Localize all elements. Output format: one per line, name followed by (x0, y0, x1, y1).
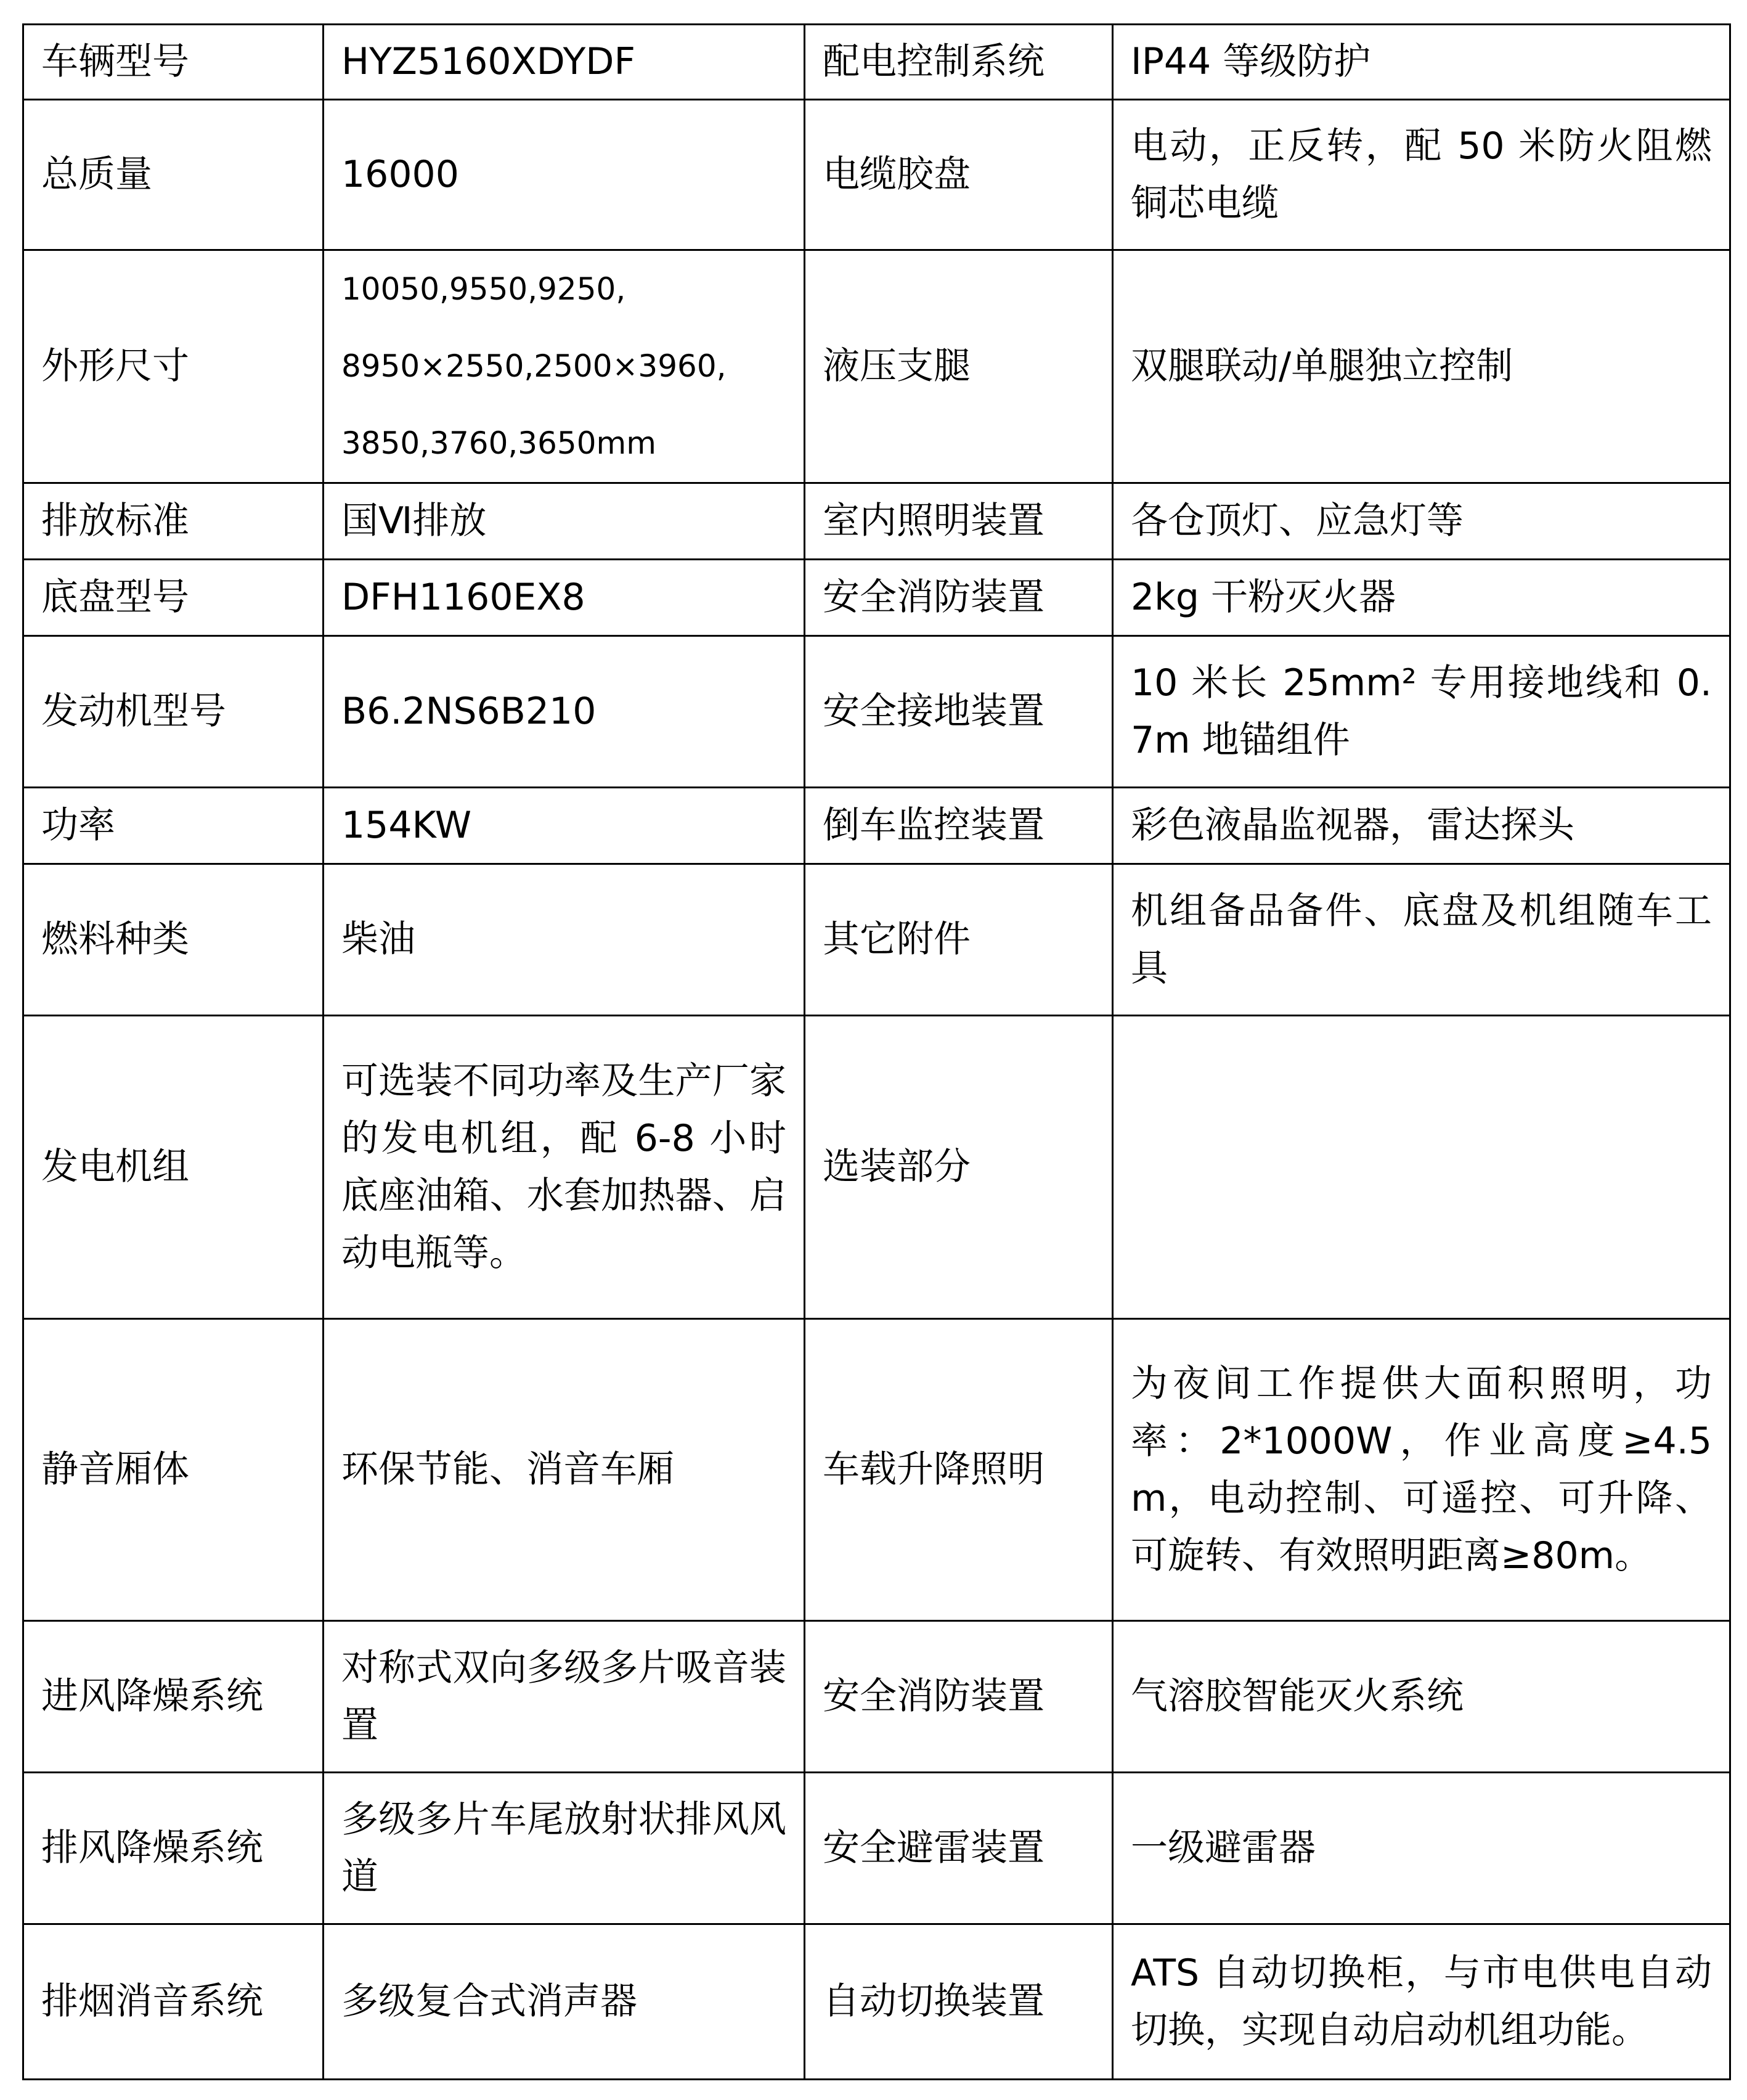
row-label-cell (23, 1924, 324, 2080)
other-accessories-label: 其它附件 (823, 918, 971, 961)
row-value-cell (1113, 250, 1730, 483)
fire-safety-value: 2kg 干粉灭火器 (1131, 576, 1396, 619)
row-label-cell (23, 100, 324, 250)
distribution-control-label: 配电控制系统 (823, 40, 1045, 83)
cable-reel-value: 电动，正反转，配 50 米防火阻燃铜芯电缆 (1131, 124, 1712, 225)
grounding-device-label: 安全接地装置 (823, 690, 1045, 733)
emission-standard-value: 国Ⅵ排放 (341, 499, 487, 542)
row-label-cell (23, 1773, 324, 1924)
chassis-model-label: 底盘型号 (41, 576, 189, 619)
row-label-cell (23, 788, 324, 864)
grounding-device-value: 10 米长 25mm² 专用接地线和 0.7m 地锚组件 (1131, 661, 1712, 762)
row-label-cell (23, 250, 324, 483)
row-value-cell (1113, 1773, 1730, 1924)
table-row (23, 788, 1730, 864)
row-label-cell (23, 864, 324, 1016)
fuel-type-label: 燃料种类 (41, 918, 189, 961)
row-label-cell (805, 1773, 1113, 1924)
row-label-cell (23, 636, 324, 788)
power-label: 功率 (41, 804, 115, 847)
interior-lighting-value: 各仓顶灯、应急灯等 (1131, 499, 1464, 542)
row-label-cell (805, 100, 1113, 250)
table-row (23, 1924, 1730, 2080)
generator-set-label: 发电机组 (41, 1145, 189, 1188)
row-value-cell (1113, 100, 1730, 250)
engine-model-value: B6.2NS6B210 (341, 690, 597, 733)
row-label-cell (805, 864, 1113, 1016)
row-label-cell (23, 1319, 324, 1621)
fire-safety-2-label: 安全消防装置 (823, 1675, 1045, 1718)
lifting-lighting-label: 车载升降照明 (823, 1448, 1045, 1491)
other-accessories-value: 机组备品备件、底盘及机组随车工具 (1131, 889, 1712, 990)
table-row (23, 483, 1730, 560)
row-value-cell (1113, 1016, 1730, 1319)
row-value-cell (1113, 636, 1730, 788)
engine-model-label: 发动机型号 (41, 690, 226, 733)
smoke-silencing-label: 排烟消音系统 (41, 1980, 263, 2023)
vehicle-model-value: HYZ5160XDYDF (341, 40, 635, 83)
generator-set-value: 可选装不同功率及生产厂家的发电机组，配 6-8 小时底座油箱、水套加热器、启动电瓶等。 (341, 1059, 786, 1275)
row-label-cell (805, 1621, 1113, 1773)
row-label-cell (805, 636, 1113, 788)
lightning-protection-value: 一级避雷器 (1131, 1826, 1316, 1869)
interior-lighting-label: 室内照明装置 (823, 499, 1045, 542)
row-label-cell (805, 25, 1113, 100)
row-value-cell (324, 1319, 805, 1621)
hydraulic-outrigger-value: 双腿联动/单腿独立控制 (1131, 345, 1513, 388)
table-row (23, 1319, 1730, 1621)
smoke-silencing-value: 多级复合式消声器 (341, 1980, 637, 2023)
row-label-cell (805, 483, 1113, 560)
row-value-cell (1113, 864, 1730, 1016)
auto-switch-label: 自动切换装置 (823, 1980, 1045, 2023)
table-row (23, 864, 1730, 1016)
table-row (23, 636, 1730, 788)
lightning-protection-label: 安全避雷装置 (823, 1826, 1045, 1869)
row-value-cell (1113, 560, 1730, 636)
row-value-cell (324, 1016, 805, 1319)
lifting-lighting-value: 为夜间工作提供大面积照明，功率：2*1000W，作业高度≥4.5m，电动控制、可遥控、可升降、可旋转、有效照明距离≥80m。 (1131, 1362, 1712, 1577)
row-value-cell (324, 483, 805, 560)
table-row (23, 560, 1730, 636)
dimensions-label: 外形尺寸 (41, 345, 189, 388)
optional-parts-label: 选装部分 (823, 1145, 971, 1188)
row-value-cell (324, 250, 805, 483)
chassis-model-value: DFH1160EX8 (341, 576, 585, 619)
row-value-cell (324, 25, 805, 100)
row-value-cell (1113, 25, 1730, 100)
cable-reel-label: 电缆胶盘 (823, 153, 971, 196)
exhaust-air-label: 排风降燥系统 (41, 1826, 263, 1869)
emission-standard-label: 排放标准 (41, 499, 189, 542)
table-row (23, 1773, 1730, 1924)
row-value-cell (1113, 1924, 1730, 2080)
row-value-cell (1113, 1621, 1730, 1773)
row-label-cell (23, 1621, 324, 1773)
row-label-cell (23, 483, 324, 560)
row-label-cell (805, 250, 1113, 483)
hydraulic-outrigger-label: 液压支腿 (823, 345, 971, 388)
row-label-cell (23, 25, 324, 100)
row-value-cell (1113, 483, 1730, 560)
table-row (23, 100, 1730, 250)
row-value-cell (324, 636, 805, 788)
row-value-cell (324, 1924, 805, 2080)
row-label-cell (805, 1319, 1113, 1621)
reverse-monitor-value: 彩色液晶监视器，雷达探头 (1131, 804, 1574, 847)
reverse-monitor-label: 倒车监控装置 (823, 804, 1045, 847)
vehicle-model-label: 车辆型号 (41, 40, 189, 83)
power-value: 154KW (341, 804, 472, 847)
table-row (23, 25, 1730, 100)
row-value-cell (324, 864, 805, 1016)
silent-body-value: 环保节能、消音车厢 (341, 1448, 674, 1491)
row-value-cell (324, 788, 805, 864)
row-value-cell (1113, 1319, 1730, 1621)
auto-switch-value: ATS 自动切换柜，与市电供电自动切换，实现自动启动机组功能。 (1131, 1951, 1712, 2052)
total-mass-label: 总质量 (41, 153, 152, 196)
table-row (23, 1016, 1730, 1319)
intake-noise-label: 进风降燥系统 (41, 1675, 263, 1718)
table-row (23, 1621, 1730, 1773)
row-label-cell (805, 1924, 1113, 2080)
row-label-cell (805, 1016, 1113, 1319)
fire-safety-2-value: 气溶胶智能灭火系统 (1131, 1675, 1464, 1718)
fire-safety-label: 安全消防装置 (823, 576, 1045, 619)
exhaust-air-value: 多级多片车尾放射状排风风道 (341, 1797, 786, 1898)
row-value-cell (324, 100, 805, 250)
row-label-cell (805, 788, 1113, 864)
dimensions-value: 10050,9550,9250, 8950×2550,2500×3960, 3850,3760,3650mm (341, 271, 727, 461)
intake-noise-value: 对称式双向多级多片吸音装置 (341, 1646, 786, 1747)
row-label-cell (805, 560, 1113, 636)
row-label-cell (23, 1016, 324, 1319)
silent-body-label: 静音厢体 (41, 1448, 189, 1491)
row-value-cell (324, 1773, 805, 1924)
table-row (23, 250, 1730, 483)
row-value-cell (324, 1621, 805, 1773)
total-mass-value: 16000 (341, 153, 459, 196)
fuel-type-value: 柴油 (341, 918, 415, 961)
row-value-cell (324, 560, 805, 636)
row-label-cell (23, 560, 324, 636)
distribution-control-value: IP44 等级防护 (1131, 40, 1371, 83)
vehicle-spec-table (22, 23, 1731, 2080)
row-value-cell (1113, 788, 1730, 864)
